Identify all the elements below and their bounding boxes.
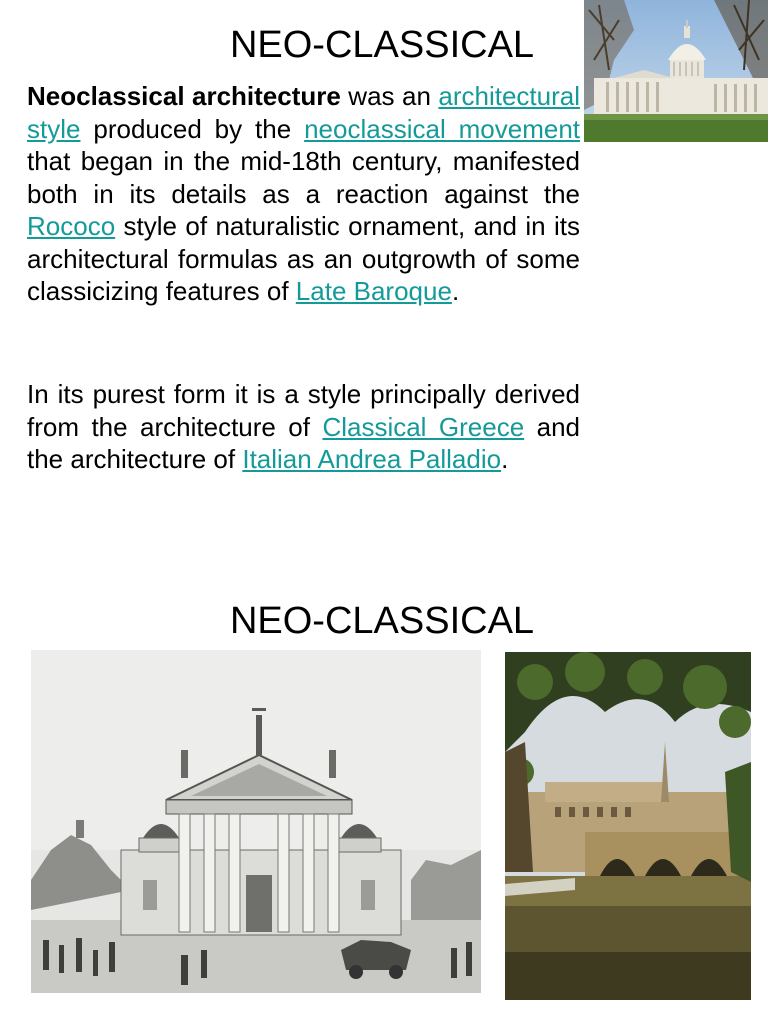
link-classical-greece[interactable]: Classical Greece bbox=[322, 411, 525, 442]
link-neoclassical-movement[interactable]: neoclassical movement bbox=[304, 113, 581, 144]
text-span: . bbox=[451, 276, 460, 306]
text-span: produced by the bbox=[80, 113, 305, 144]
slide-title: NEO-CLASSICAL bbox=[229, 600, 535, 642]
page-title: NEO-CLASSICAL bbox=[229, 24, 535, 66]
text-span: that began in the mid-18th century, manifested both in its details as a reaction against the bbox=[27, 146, 580, 209]
text-span: was an bbox=[340, 81, 439, 111]
link-late-baroque[interactable]: Late Baroque bbox=[295, 276, 452, 306]
intro-paragraph bbox=[27, 80, 580, 308]
neoclassical-church-engraving bbox=[31, 650, 481, 993]
text-span: . bbox=[501, 444, 509, 474]
link-rococo[interactable]: Rococo bbox=[27, 211, 116, 241]
text-span: style of naturalistic ornament, and in its architectural formulas as an outgrowth of some classicizing features of bbox=[27, 211, 580, 306]
pulteney-bridge-photo bbox=[505, 652, 751, 1000]
second-paragraph bbox=[27, 378, 580, 476]
text-span: and the architecture of bbox=[27, 411, 580, 474]
bold-term: Neoclassical architecture bbox=[27, 81, 341, 111]
link-architectural-style[interactable]: architectural style bbox=[27, 81, 580, 144]
capitol-building-photo bbox=[584, 0, 768, 142]
text-span: In its purest form it is a style principally derived from the architecture of bbox=[27, 379, 580, 442]
link-italian-andrea-palladio[interactable]: Italian Andrea Palladio bbox=[242, 444, 502, 474]
